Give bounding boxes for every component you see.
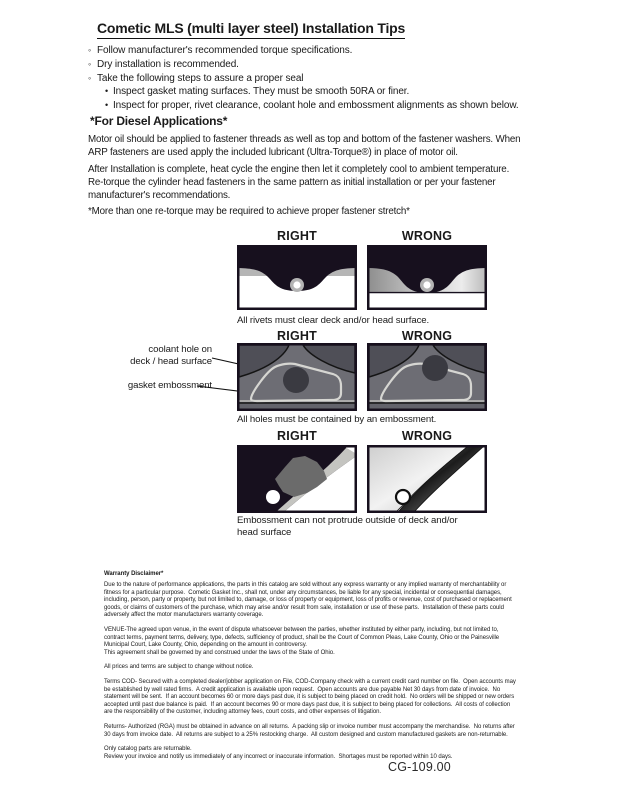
- legal-paragraph: Terms COD- Secured with a completed dealer/jobber application on File, COD-Company check with a current credit card number on file. Open accounts may be established by well rated firms. A credit application is available upon request. Open accounts are due payable Net 30 days from date of invoice. No statement will be sent. If an account becomes 60 or more days past due, it is subject to being placed on credit hold. No orders will be shipped or new orders accepted until past due balance is paid. If an account becomes 90 or more days past due, it is subject to being placed for collections. All costs of collection are the responsibility of the customer, including attorney fees, court costs, and other expenses of litigation.: [104, 679, 518, 716]
- tip-sub-item: • Inspect for proper, rivet clearance, coolant hole and embossment alignments as shown below.: [105, 99, 528, 113]
- legal-paragraph: Returns- Authorized (RGA) must be obtained in advance on all returns. A packing slip or invoice number must accompany the merchandise. No returns after 30 days from invoice date. All returns are subject to a 25% restocking charge. All custom designed and custom manufactured gaskets are non-returnable.: [104, 724, 517, 738]
- warranty-disclaimer-heading: Warranty Disclaimer*: [104, 571, 164, 577]
- legal-paragraph: Review your invoice and notify us immediately of any incorrect or inaccurate information. Shortages must be reported within 10 days.: [104, 753, 453, 760]
- diesel-applications-heading: *For Diesel Applications*: [90, 114, 228, 128]
- page-title: Cometic MLS (multi layer steel) Installation Tips: [97, 20, 405, 39]
- page-code: CG-109.00: [388, 760, 451, 774]
- row3-right-label: RIGHT: [277, 429, 317, 443]
- tip-sub-item: • Inspect gasket mating surfaces. They must be smooth 50RA or finer.: [105, 85, 528, 99]
- legal-paragraph: Due to the nature of performance applications, the parts in this catalog are sold without any express warranty or any implied warranty of merchantability or fitness for a particular purpose. Cometic Gasket Inc., shall not, under any circumstances, be liable for any special, incidental or consequential damages, including, person, party or property, but not limited to, damage, or loss of property or equipment, loss of profits or revenue, cost of purchased or replacement goods, or claims of customers of the purchase, which may arise and/or result from sale, installation or use of these parts. Installation of these parts could adversely affect the motor manufacturers warranty coverage.: [104, 582, 514, 619]
- tip-item: ◦ Dry installation is recommended.: [88, 58, 528, 72]
- legal-paragraph: This agreement shall be governed by and construed under the laws of the State of Ohio.: [104, 649, 335, 656]
- tip-item: ◦ Follow manufacturer's recommended torque specifications.: [88, 44, 528, 58]
- row2-wrong-label: WRONG: [401, 329, 453, 343]
- embossment-right-diagram: [237, 445, 357, 513]
- row2-right-label: RIGHT: [277, 329, 317, 343]
- legal-paragraph: Only catalog parts are returnable.: [104, 746, 192, 753]
- tip-item: ◦ Take the following steps to assure a proper seal: [88, 72, 528, 86]
- retorque-note: *More than one re-torque may be required to achieve proper fastener stretch*: [88, 206, 410, 217]
- row2-caption: All holes must be contained by an embossment.: [237, 414, 437, 425]
- legal-paragraph: VENUE-The agreed upon venue, in the event of dispute whatsoever between the parties, whether instituted by either party, including, but not limited to, contract terms, payment terms, delivery, type, defects, sufficiency of product, shall be the Court of Common Pleas, Lake County, Ohio or the Painesville Municipal Court, Lake County, Ohio, depending on the amount in controversy.: [104, 627, 501, 649]
- row3-wrong-label: WRONG: [401, 429, 453, 443]
- coolant-hole-wrong-diagram: [367, 343, 487, 411]
- legal-paragraph: All prices and terms are subject to change without notice.: [104, 664, 254, 671]
- diesel-paragraph-2: After Installation is complete, heat cycle the engine then let it completely cool to ambient temperature. Re-torque the cylinder head fasteners in the same pattern as initial installation or per your fastener manufacturer's recommendations.: [88, 164, 512, 201]
- rivet-wrong-diagram: [367, 245, 487, 310]
- diesel-paragraph-1: Motor oil should be applied to fastener threads as well as top and bottom of the fastener washers. When ARP fasteners are used apply the included lubricant (Ultra-Torque®) in place of motor oil.: [88, 134, 523, 158]
- gasket-embossment-annotation: gasket embossment: [127, 380, 212, 391]
- row3-caption: Embossment can not protrude outside of deck and/or head surface: [237, 515, 458, 538]
- rivet-right-diagram: [237, 245, 357, 310]
- row1-right-label: RIGHT: [277, 229, 317, 243]
- installation-tips-list: [88, 44, 528, 113]
- row1-wrong-label: WRONG: [401, 229, 453, 243]
- row1-caption: All rivets must clear deck and/or head surface.: [237, 315, 430, 326]
- coolant-hole-annotation: coolant hole on deck / head surface: [130, 344, 212, 367]
- warranty-disclaimer-section: [104, 571, 516, 761]
- coolant-hole-right-diagram: [237, 343, 357, 411]
- embossment-wrong-diagram: [367, 445, 487, 513]
